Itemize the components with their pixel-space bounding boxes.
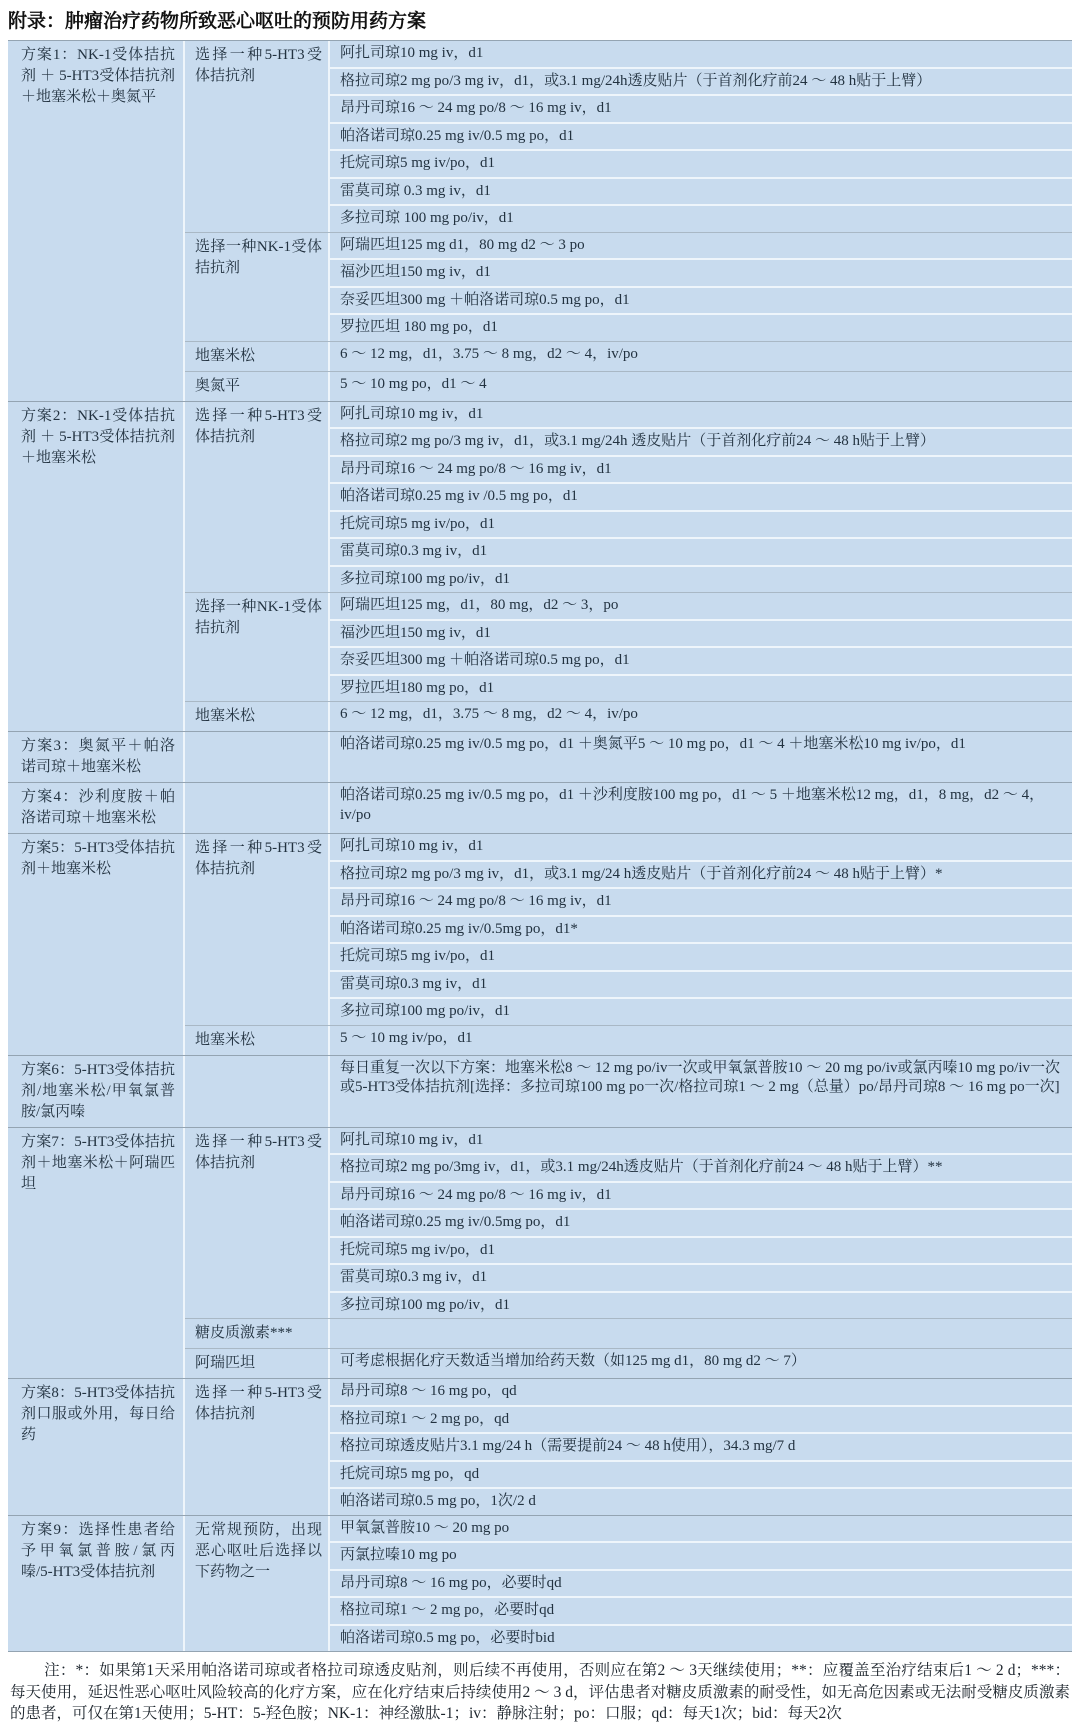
- drug-group: [185, 1348, 1072, 1378]
- drug-group: [185, 41, 1072, 232]
- section-body: [185, 41, 1072, 401]
- plan-cell: 方案7：5-HT3受体拮抗剂＋地塞米松＋阿瑞匹坦: [8, 1128, 185, 1379]
- plan-cell: 方案2：NK-1受体拮抗剂 ＋ 5-HT3受体拮抗剂＋地塞米松: [8, 402, 185, 732]
- plan-cell: 方案3：奥氮平＋帕洛诺司琼＋地塞米松: [8, 732, 185, 782]
- drug-cell: 昂丹司琼16 ～ 24 mg po/8 ～ 16 mg iv，d1: [330, 94, 1072, 122]
- drug-group: [185, 592, 1072, 701]
- drug-cell: 每日重复一次以下方案：地塞米松8 ～ 12 mg po/iv一次或甲氧氯普胺10 ～ 20 mg po/iv或氯丙嗪10 mg po/iv一次或5-HT3受体拮抗剂[选择：多拉司琼100 mg po一次/格拉司琼1 ～ 2 mg（总量）po/昂丹司琼8 ～ 16 mg po一次]: [330, 1056, 1072, 1127]
- section-body: [185, 402, 1072, 732]
- drug-cell: 6 ～ 12 mg，d1，3.75 ～ 8 mg，d2 ～ 4，iv/po: [330, 702, 1072, 731]
- drug-cell: 格拉司琼2 mg po/3mg iv，d1，或3.1 mg/24h透皮贴片（于首剂化疗前24 ～ 48 h贴于上臂）**: [330, 1153, 1072, 1181]
- plan-cell: 方案1：NK-1受体拮抗剂 ＋ 5-HT3受体拮抗剂＋地塞米松＋奥氮平: [8, 41, 185, 401]
- drug-list: [330, 1026, 1072, 1055]
- table-section: [8, 833, 1072, 1055]
- footnote: 注：*：如果第1天采用帕洛诺司琼或者格拉司琼透皮贴剂，则后续不再使用，否则应在第2 ～ 3天继续使用；**：应覆盖至治疗结束后1 ～ 2 d；***：每天使用，延迟性恶心呕吐风险较高的化疗方案，应在化疗结束后持续使用2 ～ 3 d，评估患者对糖皮质激素的耐受性，如无高危因素或无法耐受糖皮质激素的患者，可仅在第1天使用；5-HT：5-羟色胺；NK-1：神经激肽-1；iv：静脉注射；po：口服；qd：每天1次；bid：每天2次: [10, 1662, 1070, 1722]
- drug-list: [330, 402, 1072, 593]
- drug-group: [185, 732, 1072, 782]
- drug-cell: 福沙匹坦150 mg iv，d1: [330, 258, 1072, 286]
- drug-list: [330, 372, 1072, 401]
- drug-cell: 格拉司琼2 mg po/3 mg iv，d1，或3.1 mg/24 h透皮贴片（于首剂化疗前24 ～ 48 h贴于上臂）*: [330, 860, 1072, 888]
- section-body: [185, 1516, 1072, 1652]
- drug-cell: 帕洛诺司琼0.25 mg iv/0.5 mg po，d1: [330, 122, 1072, 150]
- table-section: [8, 1515, 1072, 1652]
- section-body: [185, 1379, 1072, 1515]
- group-label-cell: 选择一种5-HT3受体拮抗剂: [185, 1379, 330, 1515]
- drug-list: [330, 702, 1072, 731]
- drug-group: [185, 834, 1072, 1025]
- section-body: [185, 1056, 1072, 1127]
- table-section: [8, 401, 1072, 732]
- drug-list: [330, 1379, 1072, 1515]
- section-body: [185, 1128, 1072, 1379]
- group-label-cell: 选择一种5-HT3受体拮抗剂: [185, 41, 330, 232]
- drug-cell: 托烷司琼5 mg iv/po，d1: [330, 1236, 1072, 1264]
- regimen-table: [8, 40, 1072, 1652]
- drug-cell: 福沙匹坦150 mg iv，d1: [330, 619, 1072, 647]
- drug-cell: 帕洛诺司琼0.25 mg iv/0.5 mg po，d1 ＋沙利度胺100 mg po，d1 ～ 5 ＋地塞米松12 mg，d1，8 mg，d2 ～ 4，iv/po: [330, 783, 1072, 833]
- drug-cell: 阿瑞匹坦125 mg d1，80 mg d2 ～ 3 po: [330, 233, 1072, 259]
- drug-cell: 格拉司琼1 ～ 2 mg po，qd: [330, 1405, 1072, 1433]
- drug-cell: 阿扎司琼10 mg iv，d1: [330, 41, 1072, 67]
- plan-cell: 方案6：5-HT3受体拮抗剂/地塞米松/甲氧氯普胺/氯丙嗪: [8, 1056, 185, 1127]
- section-body: [185, 783, 1072, 833]
- drug-cell: 托烷司琼5 mg iv/po，d1: [330, 942, 1072, 970]
- drug-group: [185, 701, 1072, 731]
- drug-cell: 昂丹司琼8 ～ 16 mg po，qd: [330, 1379, 1072, 1405]
- table-section: [8, 1055, 1072, 1127]
- drug-list: [330, 233, 1072, 341]
- plan-cell: 方案8：5-HT3受体拮抗剂口服或外用，每日给药: [8, 1379, 185, 1515]
- drug-cell: 雷莫司琼0.3 mg iv，d1: [330, 1263, 1072, 1291]
- drug-list: [330, 834, 1072, 1025]
- drug-cell: 5 ～ 10 mg po，d1 ～ 4: [330, 372, 1072, 401]
- section-body: [185, 834, 1072, 1055]
- drug-cell: 昂丹司琼16 ～ 24 mg po/8 ～ 16 mg iv，d1: [330, 455, 1072, 483]
- drug-cell: 昂丹司琼8 ～ 16 mg po，必要时qd: [330, 1569, 1072, 1597]
- drug-cell: 甲氧氯普胺10 ～ 20 mg po: [330, 1516, 1072, 1542]
- drug-cell: 雷莫司琼0.3 mg iv，d1: [330, 970, 1072, 998]
- table-section: [8, 731, 1072, 782]
- group-label-cell: 糖皮质激素***: [185, 1319, 330, 1348]
- drug-group: [185, 1056, 1072, 1127]
- drug-group: [185, 1318, 1072, 1348]
- drug-cell: 多拉司琼100 mg po/iv，d1: [330, 1291, 1072, 1319]
- drug-cell: 帕洛诺司琼0.25 mg iv/0.5mg po，d1*: [330, 915, 1072, 943]
- drug-cell: 格拉司琼2 mg po/3 mg iv，d1，或3.1 mg/24h透皮贴片（于首剂化疗前24 ～ 48 h贴于上臂）: [330, 67, 1072, 95]
- drug-cell: 昂丹司琼16 ～ 24 mg po/8 ～ 16 mg iv，d1: [330, 1181, 1072, 1209]
- group-label-cell: 阿瑞匹坦: [185, 1349, 330, 1378]
- drug-group: [185, 402, 1072, 593]
- drug-list: [330, 41, 1072, 232]
- drug-cell: 昂丹司琼16 ～ 24 mg po/8 ～ 16 mg iv，d1: [330, 887, 1072, 915]
- drug-cell: 阿瑞匹坦125 mg，d1，80 mg，d2 ～ 3，po: [330, 593, 1072, 619]
- drug-cell: 帕洛诺司琼0.25 mg iv /0.5 mg po，d1: [330, 482, 1072, 510]
- drug-cell: 可考虑根据化疗天数适当增加给药天数（如125 mg d1，80 mg d2 ～ 7）: [330, 1349, 1072, 1378]
- drug-cell: 阿扎司琼10 mg iv，d1: [330, 834, 1072, 860]
- drug-cell: 多拉司琼100 mg po/iv，d1: [330, 565, 1072, 593]
- drug-group: [185, 1128, 1072, 1319]
- drug-cell: 格拉司琼1 ～ 2 mg po，必要时qd: [330, 1596, 1072, 1624]
- drug-group: [185, 1025, 1072, 1055]
- drug-cell: 托烷司琼5 mg iv/po，d1: [330, 510, 1072, 538]
- group-label-cell: [185, 783, 330, 833]
- group-label-cell: 地塞米松: [185, 342, 330, 371]
- table-section: [8, 1378, 1072, 1515]
- drug-group: [185, 783, 1072, 833]
- drug-list: [330, 1516, 1072, 1652]
- drug-group: [185, 341, 1072, 371]
- drug-list: [330, 1319, 1072, 1348]
- drug-list: [330, 1349, 1072, 1378]
- group-label-cell: 选择一种5-HT3受体拮抗剂: [185, 1128, 330, 1319]
- table-section: [8, 41, 1072, 401]
- drug-cell: 罗拉匹坦180 mg po，d1: [330, 674, 1072, 702]
- group-label-cell: [185, 732, 330, 782]
- group-label-cell: 无常规预防，出现恶心呕吐后选择以下药物之一: [185, 1516, 330, 1652]
- drug-cell: 雷莫司琼0.3 mg iv，d1: [330, 537, 1072, 565]
- drug-cell: 罗拉匹坦 180 mg po，d1: [330, 313, 1072, 341]
- drug-cell: 奈妥匹坦300 mg ＋帕洛诺司琼0.5 mg po，d1: [330, 286, 1072, 314]
- plan-cell: 方案4：沙利度胺＋帕洛诺司琼＋地塞米松: [8, 783, 185, 833]
- group-label-cell: 奥氮平: [185, 372, 330, 401]
- drug-cell: 奈妥匹坦300 mg ＋帕洛诺司琼0.5 mg po，d1: [330, 646, 1072, 674]
- drug-list: [330, 1056, 1072, 1127]
- drug-cell: 格拉司琼透皮贴片3.1 mg/24 h（需要提前24 ～ 48 h使用），34.3 mg/7 d: [330, 1432, 1072, 1460]
- group-label-cell: 选择一种5-HT3受体拮抗剂: [185, 834, 330, 1025]
- drug-cell: 帕洛诺司琼0.5 mg po，必要时bid: [330, 1624, 1072, 1652]
- drug-group: [185, 1516, 1072, 1652]
- drug-cell: 5 ～ 10 mg iv/po，d1: [330, 1026, 1072, 1055]
- table-section: [8, 1127, 1072, 1379]
- group-label-cell: 地塞米松: [185, 1026, 330, 1055]
- drug-cell: 帕洛诺司琼0.5 mg po，1次/2 d: [330, 1487, 1072, 1515]
- plan-cell: 方案5：5-HT3受体拮抗剂＋地塞米松: [8, 834, 185, 1055]
- drug-group: [185, 371, 1072, 401]
- drug-cell: 阿扎司琼10 mg iv，d1: [330, 1128, 1072, 1154]
- page-title: 附录：肿瘤治疗药物所致恶心呕吐的预防用药方案: [8, 11, 427, 32]
- drug-cell: 托烷司琼5 mg po，qd: [330, 1460, 1072, 1488]
- group-label-cell: 地塞米松: [185, 702, 330, 731]
- group-label-cell: 选择一种5-HT3受体拮抗剂: [185, 402, 330, 593]
- drug-list: [330, 732, 1072, 782]
- drug-cell: 多拉司琼100 mg po/iv，d1: [330, 997, 1072, 1025]
- plan-cell: 方案9：选择性患者给予甲氧氯普胺/氯丙嗪/5-HT3受体拮抗剂: [8, 1516, 185, 1652]
- group-label-cell: 选择一种NK-1受体拮抗剂: [185, 233, 330, 341]
- drug-cell: 格拉司琼2 mg po/3 mg iv，d1，或3.1 mg/24h 透皮贴片（于首剂化疗前24 ～ 48 h贴于上臂）: [330, 427, 1072, 455]
- drug-cell: 托烷司琼5 mg iv/po，d1: [330, 149, 1072, 177]
- group-label-cell: 选择一种NK-1受体拮抗剂: [185, 593, 330, 701]
- group-label-cell: [185, 1056, 330, 1127]
- section-body: [185, 732, 1072, 782]
- drug-list: [330, 783, 1072, 833]
- drug-cell: 帕洛诺司琼0.25 mg iv/0.5mg po，d1: [330, 1208, 1072, 1236]
- drug-cell: 阿扎司琼10 mg iv，d1: [330, 402, 1072, 428]
- drug-cell: 雷莫司琼 0.3 mg iv，d1: [330, 177, 1072, 205]
- drug-list: [330, 593, 1072, 701]
- drug-list: [330, 1128, 1072, 1319]
- drug-cell: 帕洛诺司琼0.25 mg iv/0.5 mg po，d1 ＋奥氮平5 ～ 10 mg po，d1 ～ 4 ＋地塞米松10 mg iv/po，d1: [330, 732, 1072, 782]
- table-section: [8, 782, 1072, 833]
- drug-list: [330, 342, 1072, 371]
- drug-cell: 多拉司琼 100 mg po/iv，d1: [330, 204, 1072, 232]
- drug-cell: [330, 1319, 1072, 1348]
- drug-cell: 丙氯拉嗪10 mg po: [330, 1541, 1072, 1569]
- drug-group: [185, 1379, 1072, 1515]
- drug-group: [185, 232, 1072, 341]
- drug-cell: 6 ～ 12 mg，d1，3.75 ～ 8 mg，d2 ～ 4，iv/po: [330, 342, 1072, 371]
